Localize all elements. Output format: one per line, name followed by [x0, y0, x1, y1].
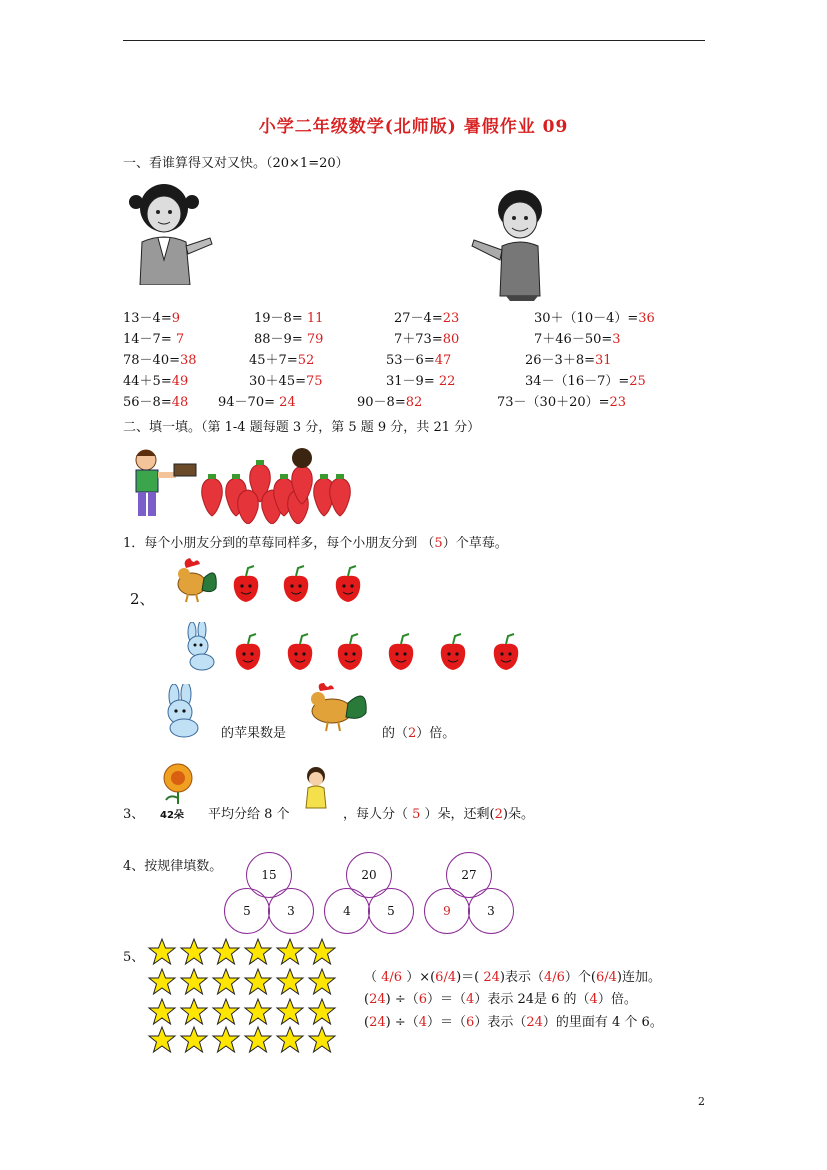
circle-right: 3 [268, 888, 314, 934]
q2-text-a: 的苹果数是 [221, 726, 287, 741]
circle-top: 27 [446, 852, 492, 898]
equation: 53－6=47 [386, 353, 452, 368]
equation: 78－40=38 [123, 353, 197, 368]
circle-right: 3 [468, 888, 514, 934]
equation: 19－8= 11 [254, 311, 324, 326]
circle-top: 20 [346, 852, 392, 898]
page-title: 小学二年级数学(北师版) 暑假作业 09 [258, 117, 569, 137]
q4-label: 4、按规律填数。 [123, 859, 223, 874]
stars-grid [146, 938, 342, 1054]
equation: 90－8=82 [357, 395, 423, 410]
q5-line1: （ 4/6 ）×(6/4)＝( 24)表示（4/6）个(6/4)连加。 [364, 970, 661, 985]
equation: 30＋（10－4）=36 [534, 311, 655, 326]
circle-right: 5 [368, 888, 414, 934]
equation: 31－9= 22 [386, 374, 456, 389]
equation: 27－4=23 [394, 311, 460, 326]
equation: 7＋46－50=3 [534, 332, 621, 347]
equation: 88－9= 79 [254, 332, 324, 347]
equation: 94－70= 24 [218, 395, 296, 410]
equation: 7＋73=80 [394, 332, 460, 347]
section1-heading: 一、看谁算得又对又快。（20×1=20） [123, 156, 349, 171]
flower-count-label: 42朵 [160, 810, 184, 821]
q2-label: 2、 [130, 590, 155, 608]
header-rule [123, 40, 705, 41]
equation: 56－8=48 [123, 395, 189, 410]
q3-label: 3、 [123, 807, 145, 822]
circle-top: 15 [246, 852, 292, 898]
equation: 14－7= 7 [123, 332, 185, 347]
equation: 13－4=9 [123, 311, 180, 326]
girl-icon [298, 764, 336, 810]
strawberry-illustration [126, 446, 358, 524]
flower-icon [156, 760, 202, 806]
q2-text-b: 的（2）倍。 [382, 726, 456, 741]
rooster-icon [302, 683, 376, 733]
equation: 34－（16－7）=25 [525, 374, 646, 389]
rabbit-icon [158, 684, 208, 738]
q5-line3: (24) ÷（4）＝（6）表示（24）的里面有 4 个 6。 [364, 1015, 663, 1030]
girl-illustration [128, 180, 218, 285]
q1-text: 1．每个小朋友分到的草莓同样多，每个小朋友分到 （5）个草莓。 [123, 536, 508, 551]
circle-left: 9 [424, 888, 470, 934]
equation: 73－（30＋20）=23 [497, 395, 627, 410]
q3-text-a: 平均分给 8 个 [208, 807, 290, 822]
circle-left: 5 [224, 888, 270, 934]
q5-line2: (24) ÷（6）＝（4）表示 24是 6 的（4）倍。 [364, 992, 637, 1007]
section2-heading: 二、填一填。（第 1-4 题每题 3 分，第 5 题 9 分，共 21 分） [123, 420, 481, 435]
equation: 26－3＋8=31 [525, 353, 612, 368]
q5-label: 5、 [123, 950, 145, 965]
q3-text-b: ，每人分（ 5 ）朵，还剩(2)朵。 [343, 807, 534, 822]
rooster-apples-row [166, 558, 376, 604]
equation: 30＋45=75 [249, 374, 323, 389]
equation: 45＋7=52 [249, 353, 315, 368]
circle-left: 4 [324, 888, 370, 934]
page-number: 2 [698, 1095, 705, 1108]
equation: 44＋5=49 [123, 374, 189, 389]
boy-illustration [468, 186, 558, 301]
rabbit-apples-row [178, 622, 528, 672]
